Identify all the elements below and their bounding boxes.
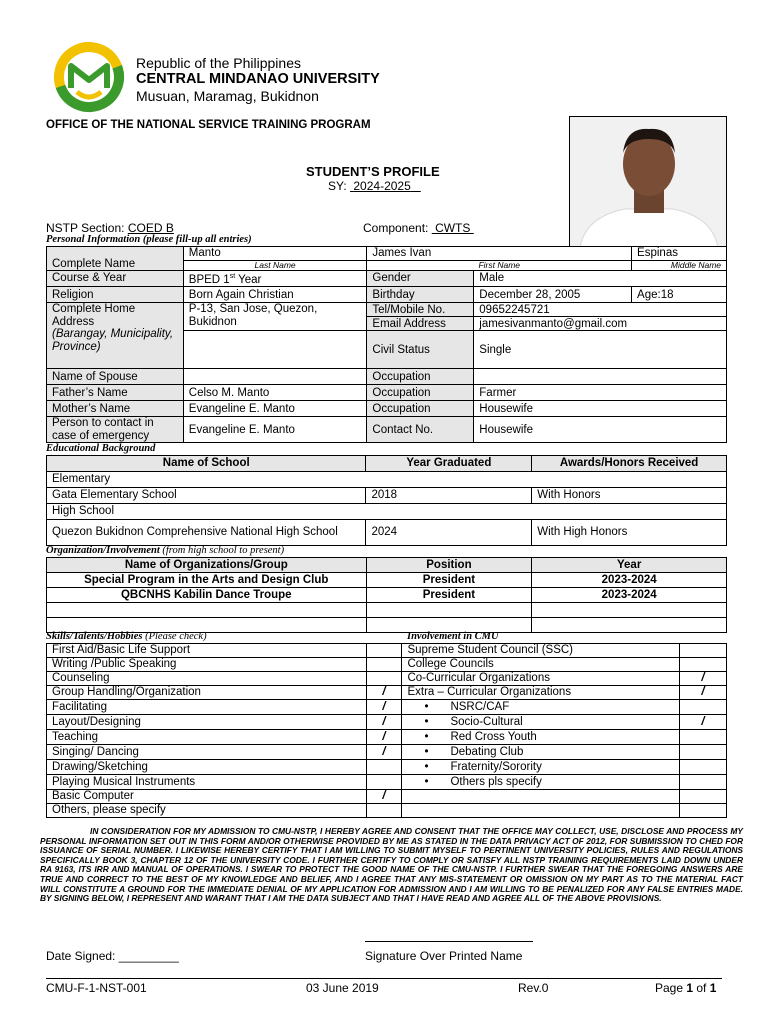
email-value: jamesivanmanto@gmail.com bbox=[474, 317, 727, 331]
org-blank-cell bbox=[532, 603, 727, 618]
elementary-award: With Honors bbox=[532, 488, 727, 504]
skills-row bbox=[47, 790, 727, 804]
last-name-value: Manto bbox=[183, 247, 367, 261]
skill-checkbox[interactable] bbox=[366, 760, 402, 775]
skills-row bbox=[47, 700, 727, 715]
org-section-title bbox=[46, 545, 284, 556]
skill-checkbox[interactable] bbox=[366, 658, 402, 672]
involvement-checkbox[interactable]: / bbox=[680, 715, 727, 730]
school-year bbox=[328, 179, 421, 193]
office-name: OFFICE OF THE NATIONAL SERVICE TRAINING PROGRAM bbox=[46, 119, 371, 131]
skill-label: First Aid/Basic Life Support bbox=[47, 644, 367, 658]
father-label: Father’s Name bbox=[47, 385, 184, 401]
skill-checkbox[interactable]: / bbox=[366, 700, 402, 715]
emergency-contact-label: Person to contact in case of emergency bbox=[47, 417, 184, 443]
republic-text: Republic of the Philippines bbox=[136, 55, 301, 71]
skill-checkbox[interactable]: / bbox=[366, 715, 402, 730]
spouse-occupation-value bbox=[474, 369, 727, 385]
skills-row bbox=[47, 672, 727, 686]
involvement-label: • Others pls specify bbox=[402, 775, 680, 790]
complete-name-label: Complete Name bbox=[47, 247, 184, 271]
org-row-year: 2023-2024 bbox=[532, 573, 727, 588]
high-school-name: Quezon Bukidnon Comprehensive National High School bbox=[47, 520, 366, 546]
component-value: CWTS bbox=[435, 221, 471, 235]
skills-row bbox=[47, 730, 727, 745]
middle-name-value: Espinas bbox=[632, 247, 727, 261]
university-location: Musuan, Maramag, Bukidnon bbox=[136, 88, 319, 104]
birthday-value: December 28, 2005 bbox=[474, 287, 632, 303]
elementary-school: Gata Elementary School bbox=[47, 488, 366, 504]
spouse-occupation-label: Occupation bbox=[367, 369, 474, 385]
component-label: Component: bbox=[363, 221, 429, 235]
first-name-caption: First Name bbox=[367, 261, 632, 271]
skills-row bbox=[47, 745, 727, 760]
org-blank-cell bbox=[366, 603, 532, 618]
skill-label: Drawing/Sketching bbox=[47, 760, 367, 775]
contact-no-value: Housewife bbox=[474, 417, 727, 443]
nstp-section bbox=[46, 221, 174, 235]
col-org-name: Name of Organizations/Group bbox=[47, 558, 367, 573]
component bbox=[363, 221, 474, 235]
skills-table bbox=[46, 643, 727, 818]
middle-name-caption: Middle Name bbox=[632, 261, 727, 271]
high-school-label: High School bbox=[47, 504, 727, 520]
elementary-label: Elementary bbox=[47, 472, 727, 488]
skills-section-title bbox=[46, 631, 207, 642]
involvement-checkbox[interactable] bbox=[680, 760, 727, 775]
skills-row bbox=[47, 644, 727, 658]
civil-status-value: Single bbox=[474, 331, 727, 369]
gender-label: Gender bbox=[367, 271, 474, 287]
consent-statement: IN CONSIDERATION FOR MY ADMISSION TO CMU-NSTP, I HEREBY AGREE AND CONSENT THAT THE OFFICE MAY COLLECT, USE, DISCLOSE AND PROCESS MY PERSONAL INFORMATION SET OUT IN THIS FORM AND/OR OTHERWISE PROVIDED BY ME AS STATED IN THE DATA PRIVACY ACT OF 2012, FOR SUBMISSION TO CHED FOR ISSUANCE OF SERIAL NUMBER. I LIKEWISE HEREBY CERTIFY THAT I AM WILLING TO SUBMIT MYSELF TO PERTINENT UNIVERSITY POLICIES, RULES AND REGULATIONS SPECIFICALLY BOOK 3, CHAPTER 12 OF THE UNIVERSITY CODE. I FURTHER CERTIFY TO COMPLY OR SATISFY ALL NSTP TRAINING REQUIREMENTS LAID DOWN UNDER RA 9163, ITS IRR AND MANUAL OF OPERATIONS. I SWEAR TO PROTECT THE GOOD NAME OF THE CMU-NSTP. I FURTHER SWEAR THAT THE FOREGOING ANSWERS ARE TRUE AND CORRECT TO THE BEST OF MY KNOWLEDGE AND BELIEF, AND I AGREE THAT ANY MIS-STATEMENT OR OMISSION ON MY PART AS TO THE MATERIAL FACT WILL CONSTITUTE A GROUND FOR THE IMMEDIATE DENIAL OF MY APPLICATION FOR ADMISSION AND I AM WILLING TO BE PENALIZED FOR ANY FALSE ENTRIES MADE. BY SIGNING BELOW, I REPRESENT AND WARANT THAT I AM THE DATA SUBJECT AND THAT I HAVE READ AND AGREE ALL OF THE ABOVE PROVISIONS. bbox=[40, 826, 743, 904]
involvement-label: • Debating Club bbox=[402, 745, 680, 760]
mother-occupation-value: Housewife bbox=[474, 401, 727, 417]
involvement-label bbox=[402, 790, 680, 804]
mother-label: Mother’s Name bbox=[47, 401, 184, 417]
org-section-label: Organization/Involvement bbox=[46, 545, 160, 556]
skill-checkbox[interactable] bbox=[366, 804, 402, 818]
course-sup: st bbox=[229, 273, 236, 280]
col-year-graduated: Year Graduated bbox=[366, 456, 532, 472]
involvement-label: • NSRC/CAF bbox=[402, 700, 680, 715]
skill-checkbox[interactable]: / bbox=[366, 790, 402, 804]
page-of: of bbox=[693, 981, 710, 995]
father-occupation-value: Farmer bbox=[474, 385, 727, 401]
skill-checkbox[interactable] bbox=[366, 775, 402, 790]
spouse-value bbox=[183, 369, 367, 385]
address-label-text: Complete Home Address bbox=[52, 303, 136, 328]
org-row-position: President bbox=[366, 588, 532, 603]
mother-value: Evangeline E. Manto bbox=[183, 401, 367, 417]
page-prefix: Page bbox=[655, 981, 687, 995]
col-position: Position bbox=[366, 558, 532, 573]
emergency-contact-value: Evangeline E. Manto bbox=[183, 417, 367, 443]
skills-row bbox=[47, 686, 727, 700]
involvement-label: Co-Curricular Organizations bbox=[402, 672, 680, 686]
org-section-note: (from high school to present) bbox=[162, 545, 285, 556]
involvement-checkbox[interactable]: / bbox=[680, 686, 727, 700]
involvement-label: • Red Cross Youth bbox=[402, 730, 680, 745]
page-num: 1 bbox=[686, 981, 694, 995]
footer-rule bbox=[46, 978, 722, 979]
sy-label: SY: bbox=[328, 179, 347, 193]
course-year: Year bbox=[235, 273, 262, 286]
email-label: Email Address bbox=[367, 317, 474, 331]
skill-label: Counseling bbox=[47, 672, 367, 686]
university-name: CENTRAL MINDANAO UNIVERSITY bbox=[136, 71, 380, 87]
skills-section-label: Skills/Talents/Hobbies bbox=[46, 631, 143, 642]
involvement-checkbox[interactable] bbox=[680, 745, 727, 760]
high-school-year: 2024 bbox=[366, 520, 532, 546]
sy-value: 2024-2025 bbox=[353, 179, 411, 193]
student-photo bbox=[569, 116, 727, 247]
address-blank bbox=[183, 331, 367, 369]
form-date: 03 June 2019 bbox=[306, 981, 379, 995]
involvement-checkbox[interactable] bbox=[680, 775, 727, 790]
skills-row bbox=[47, 804, 727, 818]
organization-table bbox=[46, 557, 727, 633]
form-title: STUDENT’S PROFILE bbox=[306, 164, 440, 179]
col-school-name: Name of School bbox=[47, 456, 366, 472]
skills-row bbox=[47, 658, 727, 672]
involvement-section-title: Involvement in CMU bbox=[407, 631, 499, 642]
skill-label: Facilitating bbox=[47, 700, 367, 715]
form-revision: Rev.0 bbox=[518, 981, 549, 995]
signature-label: Signature Over Printed Name bbox=[365, 949, 523, 963]
address-value: P-13, San Jose, Quezon, Bukidnon bbox=[183, 303, 367, 331]
involvement-checkbox[interactable] bbox=[680, 700, 727, 715]
nstp-value: COED B bbox=[127, 221, 174, 235]
skills-row bbox=[47, 775, 727, 790]
course-text: BPED 1 bbox=[188, 273, 230, 286]
involvement-checkbox[interactable] bbox=[680, 790, 727, 804]
skills-row bbox=[47, 715, 727, 730]
signature-line bbox=[365, 941, 533, 942]
father-occupation-label: Occupation bbox=[367, 385, 474, 401]
skill-checkbox[interactable]: / bbox=[366, 745, 402, 760]
spouse-label: Name of Spouse bbox=[47, 369, 184, 385]
course-value bbox=[183, 271, 367, 287]
involvement-label: Extra – Curricular Organizations bbox=[402, 686, 680, 700]
involvement-label: • Fraternity/Sorority bbox=[402, 760, 680, 775]
religion-label: Religion bbox=[47, 287, 184, 303]
last-name-caption: Last Name bbox=[183, 261, 367, 271]
skill-label: Teaching bbox=[47, 730, 367, 745]
org-row-year: 2023-2024 bbox=[532, 588, 727, 603]
contact-no-label: Contact No. bbox=[367, 417, 474, 443]
religion-value: Born Again Christian bbox=[183, 287, 367, 303]
birthday-label: Birthday bbox=[367, 287, 474, 303]
father-value: Celso M. Manto bbox=[183, 385, 367, 401]
involvement-checkbox[interactable] bbox=[680, 658, 727, 672]
skill-label: Group Handling/Organization bbox=[47, 686, 367, 700]
skill-label: Others, please specify bbox=[47, 804, 367, 818]
skill-checkbox[interactable] bbox=[366, 672, 402, 686]
org-blank-cell bbox=[47, 603, 367, 618]
gender-value: Male bbox=[474, 271, 727, 287]
nstp-label: NSTP Section: bbox=[46, 221, 125, 235]
skill-label: Layout/Designing bbox=[47, 715, 367, 730]
education-table bbox=[46, 455, 727, 546]
org-blank-cell bbox=[532, 618, 727, 633]
form-code: CMU-F-1-NST-001 bbox=[46, 981, 147, 995]
org-row-name: QBCNHS Kabilin Dance Troupe bbox=[47, 588, 367, 603]
page-total: 1 bbox=[709, 981, 717, 995]
personal-info-table bbox=[46, 246, 727, 443]
org-row-name: Special Program in the Arts and Design Club bbox=[47, 573, 367, 588]
involvement-checkbox[interactable]: / bbox=[680, 672, 727, 686]
skill-label: Playing Musical Instruments bbox=[47, 775, 367, 790]
involvement-label: College Councils bbox=[402, 658, 680, 672]
involvement-label bbox=[402, 804, 680, 818]
tel-value: 09652245721 bbox=[474, 303, 727, 317]
col-org-year: Year bbox=[532, 558, 727, 573]
address-label bbox=[47, 303, 184, 369]
skill-checkbox[interactable]: / bbox=[366, 730, 402, 745]
high-school-award: With High Honors bbox=[532, 520, 727, 546]
university-logo bbox=[47, 40, 131, 114]
skills-section-note: (Please check) bbox=[145, 631, 207, 642]
first-name-value: James Ivan bbox=[367, 247, 632, 261]
col-awards: Awards/Honors Received bbox=[532, 456, 727, 472]
involvement-checkbox[interactable] bbox=[680, 730, 727, 745]
education-section-title: Educational Background bbox=[46, 443, 156, 454]
skill-label: Writing /Public Speaking bbox=[47, 658, 367, 672]
address-sub-text: (Barangay, Municipality, Province) bbox=[52, 328, 174, 353]
civil-status-label: Civil Status bbox=[367, 331, 474, 369]
skill-label: Singing/ Dancing bbox=[47, 745, 367, 760]
involvement-checkbox[interactable] bbox=[680, 644, 727, 658]
tel-label: Tel/Mobile No. bbox=[367, 303, 474, 317]
involvement-label: • Socio-Cultural bbox=[402, 715, 680, 730]
skills-row bbox=[47, 760, 727, 775]
mother-occupation-label: Occupation bbox=[367, 401, 474, 417]
skill-checkbox[interactable] bbox=[366, 644, 402, 658]
age-value: Age:18 bbox=[632, 287, 727, 303]
skill-label: Basic Computer bbox=[47, 790, 367, 804]
involvement-checkbox[interactable] bbox=[680, 804, 727, 818]
elementary-year: 2018 bbox=[366, 488, 532, 504]
personal-section-title: Personal Information (please fill-up all entries) bbox=[46, 234, 252, 245]
page-number bbox=[655, 981, 716, 995]
skill-checkbox[interactable]: / bbox=[366, 686, 402, 700]
date-signed: Date Signed: _________ bbox=[46, 949, 179, 963]
involvement-label: Supreme Student Council (SSC) bbox=[402, 644, 680, 658]
course-label: Course & Year bbox=[47, 271, 184, 287]
org-row-position: President bbox=[366, 573, 532, 588]
